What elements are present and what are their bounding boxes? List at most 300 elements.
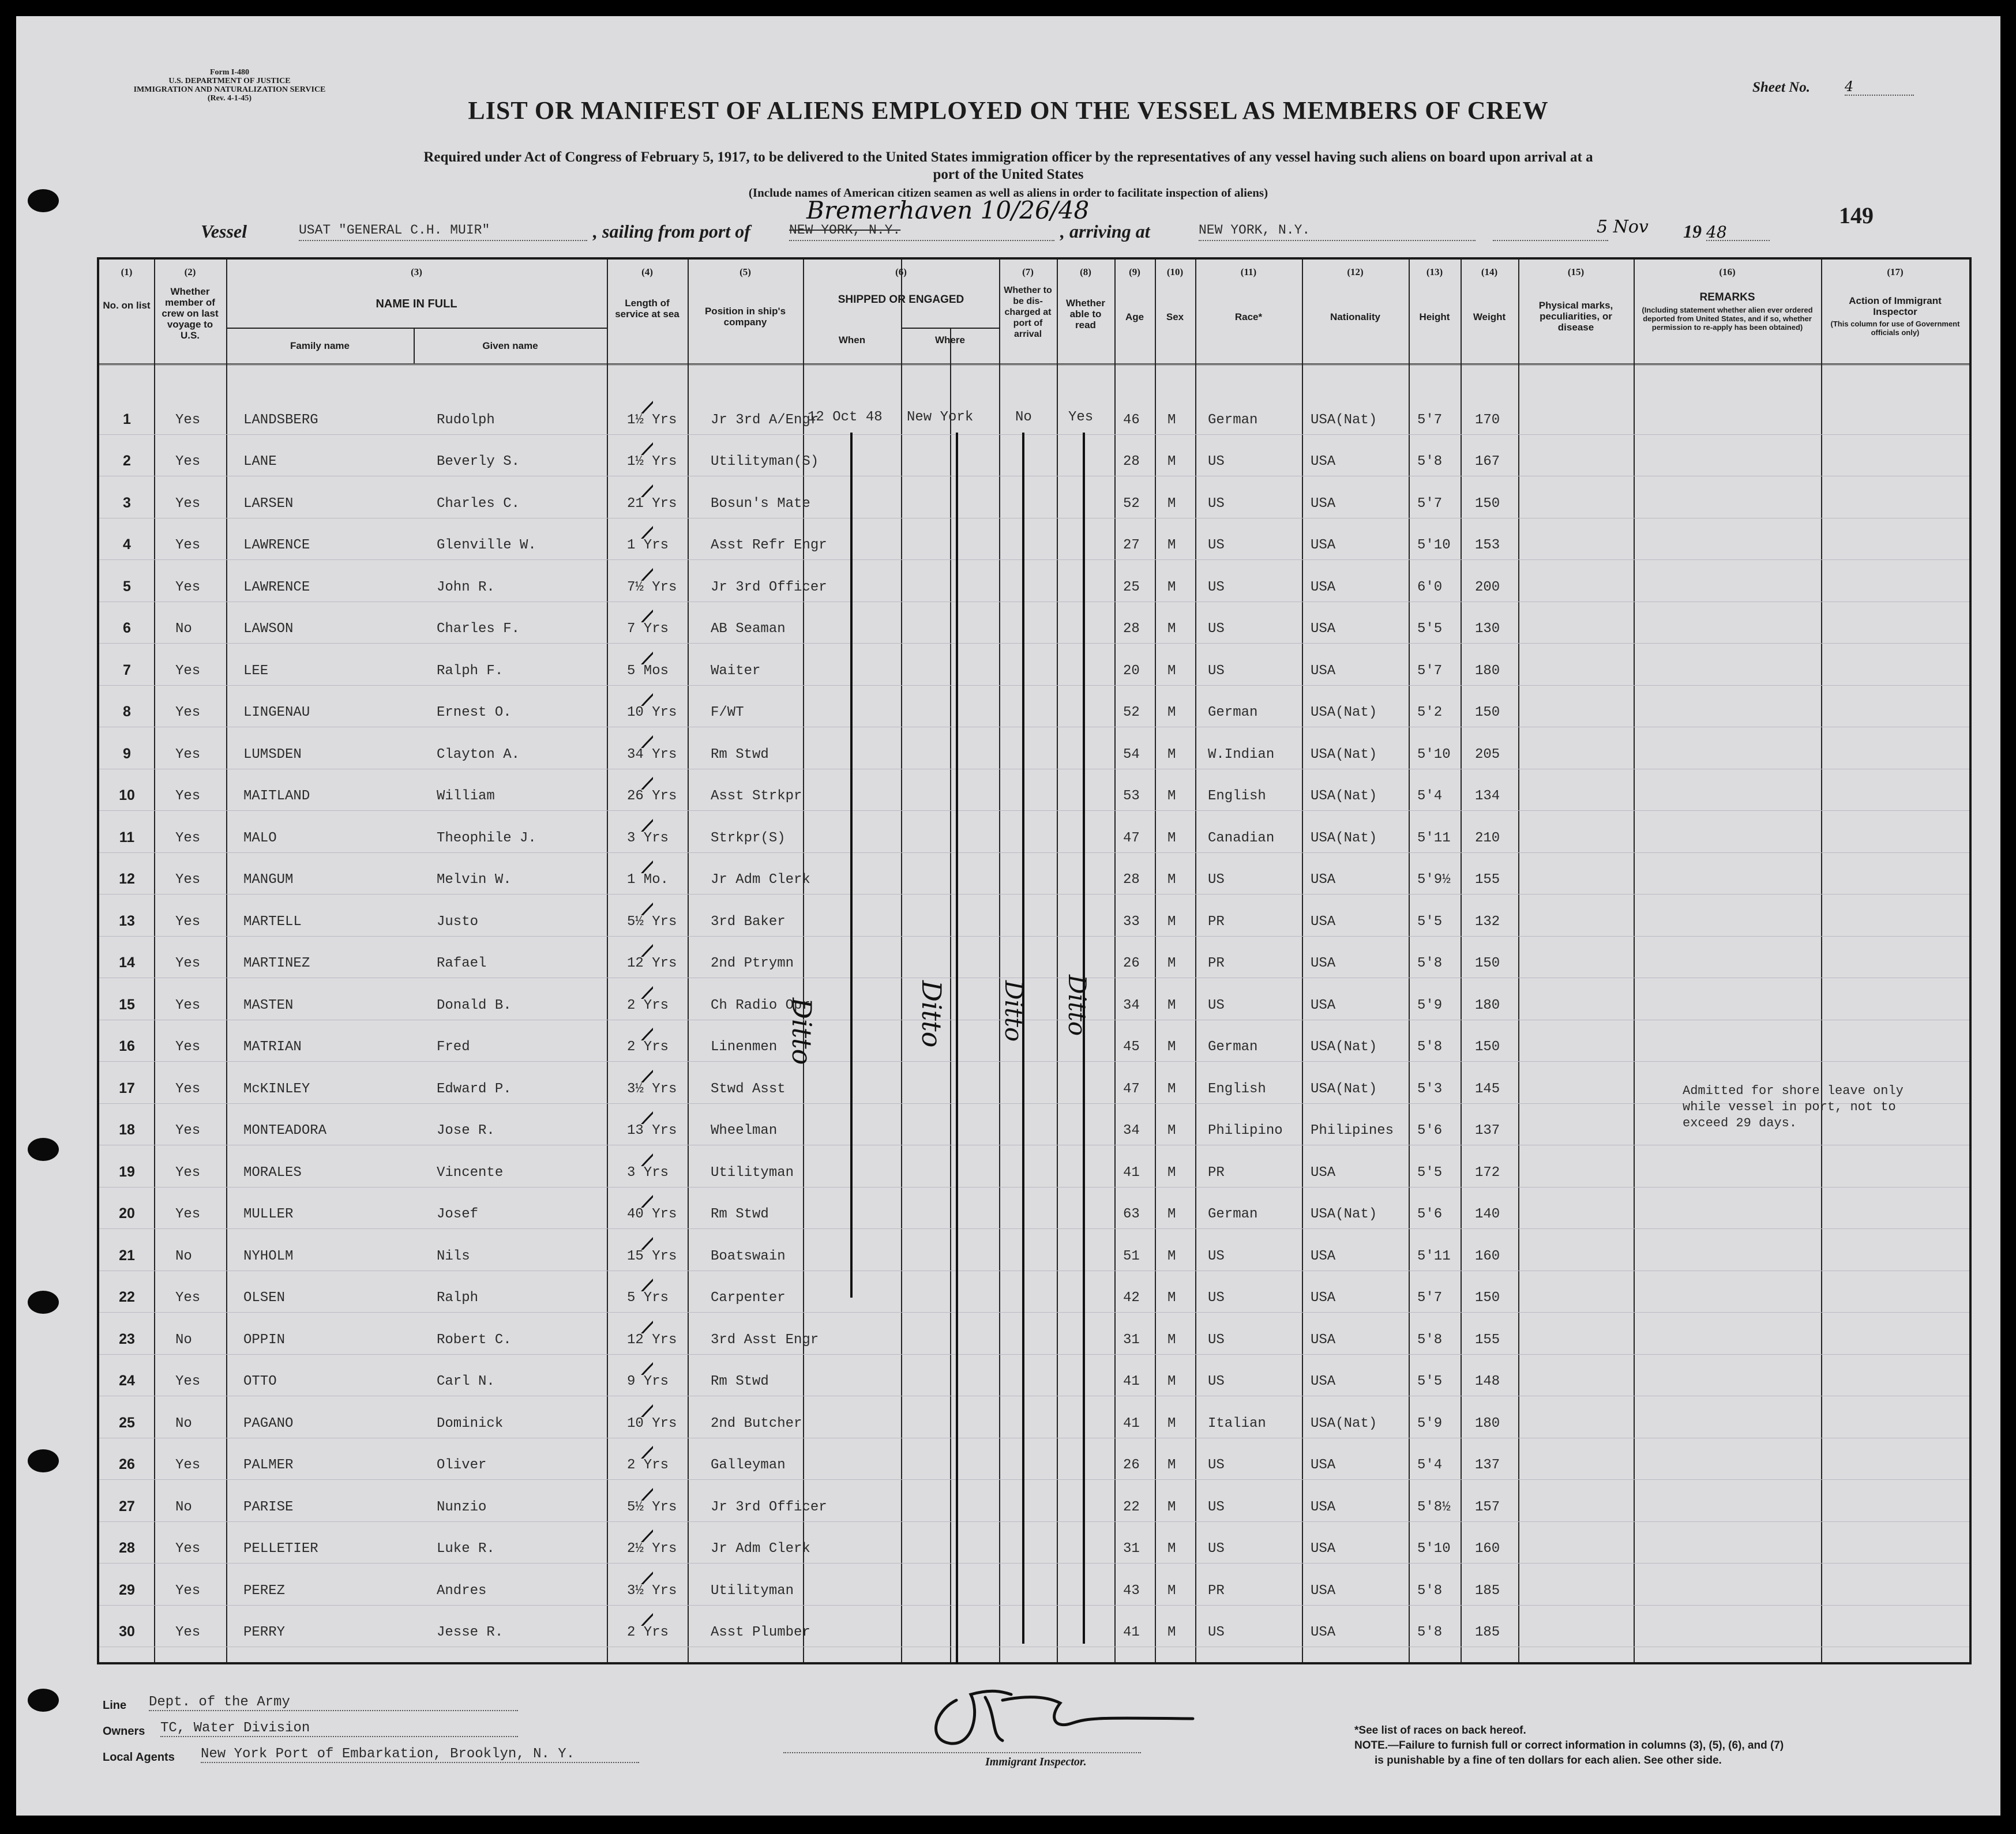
col11-number: (11) [1240, 266, 1257, 277]
cell-given: Carl N. [437, 1374, 495, 1389]
check-mark [618, 1232, 653, 1250]
cell-prev: Yes [175, 495, 201, 512]
remarks-line: exceed 29 days. [1683, 1116, 1797, 1130]
cell-given: Donald B. [437, 997, 512, 1013]
requirement-line-2: port of the United States [933, 167, 1084, 182]
ditto-mark: Ditto [1000, 980, 1028, 1042]
cell-age: 46 [1123, 412, 1140, 428]
cell-height: 5'6 [1417, 1207, 1443, 1222]
cell-age: 28 [1123, 454, 1140, 469]
sheet-label: Sheet No. [1752, 80, 1810, 95]
year-prefix: 19 [1683, 221, 1702, 242]
row-number: 10 [119, 787, 135, 803]
cell-age: 20 [1123, 663, 1140, 679]
cell-nationality: Philipines [1311, 1123, 1394, 1138]
check-mark [618, 1567, 653, 1584]
cell-age: 27 [1123, 538, 1140, 553]
column-divider [901, 260, 902, 1662]
cell-position: Rm Stwd [711, 1374, 769, 1389]
cell-service: 9 Yrs [627, 1374, 669, 1389]
cell-height: 5'9½ [1417, 872, 1451, 888]
cell-position: Galleyman [711, 1457, 786, 1473]
cell-given: Nils [437, 1248, 470, 1264]
row-number: 1 [123, 411, 131, 427]
remarks-line: Admitted for shore leave only [1683, 1084, 1904, 1098]
cell-family: PALMER [243, 1457, 294, 1473]
cell-age: 34 [1123, 1123, 1140, 1138]
cell-race: US [1208, 1457, 1225, 1473]
row-number: 5 [123, 578, 131, 595]
cell-race: Italian [1208, 1415, 1266, 1431]
row-number: 12 [119, 871, 135, 887]
row-number: 15 [119, 996, 135, 1013]
cell-sex: M [1167, 872, 1176, 888]
row-number: 26 [119, 1456, 135, 1472]
cell-nationality: USA(Nat) [1311, 1081, 1377, 1097]
cell-sex: M [1167, 1374, 1176, 1389]
cell-given: Jose R. [437, 1123, 495, 1138]
cell-prev: Yes [175, 956, 201, 971]
cell-weight: 150 [1475, 1039, 1500, 1055]
cell-service: 3 Yrs [627, 1164, 669, 1181]
cell-height: 5'6 [1417, 1123, 1443, 1138]
row-rule [99, 559, 1969, 560]
cell-family: PELLETIER [243, 1541, 318, 1557]
row-number: 6 [123, 620, 131, 636]
cell-prev: Yes [175, 746, 201, 762]
row-rule [99, 1479, 1969, 1480]
row-number: 29 [119, 1581, 135, 1598]
cell-position: Ch Radio Opr [711, 997, 810, 1013]
cell-position: Carpenter [711, 1290, 786, 1306]
column-divider [1155, 260, 1156, 1662]
col6-number: (6) [895, 266, 907, 277]
row-number: 30 [119, 1623, 135, 1640]
cell-sex: M [1167, 1207, 1176, 1222]
col16-number: (16) [1719, 266, 1736, 277]
cell-age: 34 [1123, 997, 1140, 1013]
ditto-mark: Ditto [786, 998, 817, 1065]
column-divider [688, 260, 689, 1662]
cell-position: 3rd Baker [711, 914, 786, 930]
cell-family: McKINLEY [243, 1081, 310, 1097]
where-header: Where [935, 335, 965, 345]
col11-header: Race* [1234, 311, 1263, 322]
cell-service: 26 Yrs [627, 788, 677, 804]
when-header: When [838, 335, 866, 345]
cell-sex: M [1167, 538, 1176, 553]
cell-nationality: USA(Nat) [1311, 788, 1377, 804]
revision: (Rev. 4-1-45) [207, 94, 252, 103]
col14-header: Weight [1473, 311, 1506, 322]
cell-service: 2 Yrs [627, 997, 669, 1013]
cell-family: MARTINEZ [243, 956, 310, 971]
cell-family: LINGENAU [243, 705, 310, 720]
cell-weight: 180 [1475, 1415, 1500, 1431]
inspector-signature [916, 1677, 1216, 1758]
cell-race: PR [1208, 1164, 1225, 1181]
cell-service: 34 Yrs [627, 746, 677, 762]
column-divider [1821, 260, 1822, 1662]
cell-service: 3 Yrs [627, 830, 669, 846]
binder-hole [28, 1449, 59, 1472]
cell-position: Utilityman [711, 1164, 794, 1181]
row-rule [99, 810, 1969, 811]
cell-position: Utilityman(S) [711, 454, 819, 469]
sailing-port: NEW YORK, N.Y. [789, 223, 1054, 241]
cell-race: US [1208, 538, 1225, 553]
cell-position: Strkpr(S) [711, 830, 786, 846]
cell-nationality: USA [1311, 1164, 1336, 1181]
cell-nationality: USA [1311, 914, 1336, 930]
cell-prev: Yes [175, 579, 201, 595]
cell-nationality: USA(Nat) [1311, 412, 1377, 428]
cell-family: LAWRENCE [243, 538, 310, 553]
cell-given: Ernest O. [437, 705, 512, 720]
ditto-mark: Ditto [1063, 975, 1091, 1036]
cell-nationality: USA [1311, 579, 1336, 595]
line-label: Line [103, 1699, 127, 1712]
sailing-label: , sailing from port of [593, 221, 750, 242]
cell-service: 13 Yrs [627, 1123, 677, 1138]
cell-prev: Yes [175, 1541, 201, 1557]
service: IMMIGRATION AND NATURALIZATION SERVICE [133, 85, 326, 94]
cell-weight: 130 [1475, 621, 1500, 637]
cell-prev: No [175, 1332, 192, 1348]
cell-height: 5'7 [1417, 1290, 1443, 1306]
cell-prev: Yes [175, 663, 201, 679]
cell-weight: 157 [1475, 1499, 1500, 1515]
check-mark [618, 898, 653, 915]
cell-prev: Yes [175, 1039, 201, 1055]
cell-prev: Yes [175, 538, 201, 553]
cell-nationality: USA [1311, 1248, 1336, 1264]
cell-race: English [1208, 788, 1266, 804]
cell-family: PEREZ [243, 1583, 286, 1599]
cell-family: MATRIAN [243, 1039, 302, 1055]
cell-prev: No [175, 1499, 192, 1515]
cell-family: MARTELL [243, 914, 302, 930]
col16-header: REMARKS [1699, 291, 1755, 303]
cell-given: Ralph [437, 1290, 479, 1306]
cell-height: 5'10 [1417, 746, 1451, 762]
arrival-date: 5 Nov [1597, 217, 1649, 237]
cell-height: 5'9 [1417, 1415, 1443, 1431]
cell-race: English [1208, 1081, 1266, 1097]
cell-weight: 160 [1475, 1248, 1500, 1264]
check-mark [618, 814, 653, 832]
cell-weight: 140 [1475, 1207, 1500, 1222]
check-mark [618, 982, 653, 999]
page-number: 149 [1839, 202, 1874, 228]
cell-prev: Yes [175, 788, 201, 804]
cell-sex: M [1167, 1332, 1176, 1348]
cell-family: LUMSDEN [243, 746, 302, 762]
col16-subheader: (Including statement whether alien ever ordered deported from United States, and if so, whether permission to re-apply has been obtained) [1642, 306, 1813, 332]
binder-hole [28, 1291, 59, 1314]
cell-weight: 210 [1475, 830, 1500, 846]
manifest-sheet [16, 16, 2000, 1816]
col12-number: (12) [1347, 266, 1364, 277]
cell-service: 2½ Yrs [627, 1541, 677, 1557]
binder-hole [28, 1689, 59, 1712]
cell-service: 15 Yrs [627, 1248, 677, 1264]
cell-given: Melvin W. [437, 872, 512, 888]
arriving-port: NEW YORK, N.Y. [1199, 223, 1476, 241]
cell-service: 1 Mo. [627, 872, 669, 888]
signature-line [783, 1752, 1141, 1753]
cell-prev: Yes [175, 1290, 201, 1306]
header-bottom-rule [99, 363, 1969, 365]
inspector-label: Immigrant Inspector. [985, 1756, 1087, 1768]
cell-sex: M [1167, 1039, 1176, 1055]
col14-number: (14) [1481, 266, 1498, 277]
cell-position: Jr Adm Clerk [711, 872, 810, 888]
check-mark [618, 772, 653, 790]
cell-service: 2 Yrs [627, 1457, 669, 1473]
row-number: 27 [119, 1498, 135, 1514]
cell-weight: 160 [1475, 1541, 1500, 1557]
cell-weight: 180 [1475, 997, 1500, 1013]
column-divider [1057, 260, 1058, 1662]
cell-race: US [1208, 997, 1225, 1013]
cell-family: MULLER [243, 1207, 294, 1222]
cell-height: 5'8 [1417, 1625, 1443, 1640]
cell-sex: M [1167, 579, 1176, 595]
cell-height: 5'5 [1417, 914, 1443, 930]
cell-age: 41 [1123, 1374, 1140, 1389]
cell-race: Philipino [1208, 1123, 1283, 1138]
column-divider [154, 260, 155, 1662]
col13-header: Height [1419, 311, 1450, 322]
cell-prev: Yes [175, 914, 201, 930]
row-rule [99, 1228, 1969, 1229]
cell-prev: No [175, 1248, 192, 1264]
row-rule [99, 1312, 1969, 1313]
cell-weight: 167 [1475, 454, 1500, 469]
cell-nationality: USA [1311, 1332, 1336, 1348]
col4-header: Length of service at sea [615, 298, 679, 320]
cell-sex: M [1167, 1457, 1176, 1473]
cell-position: AB Seaman [711, 621, 786, 637]
sheet-number: 4 [1845, 78, 1914, 96]
cell-position: 3rd Asst Engr [711, 1332, 819, 1348]
cell-weight: 185 [1475, 1583, 1500, 1599]
vessel-label: Vessel [201, 221, 247, 242]
cell-prev: Yes [175, 1625, 201, 1640]
col17-header: Action of Immigrant Inspector [1849, 295, 1942, 317]
department: U.S. DEPARTMENT OF JUSTICE [168, 77, 291, 85]
cell-position: Jr 3rd Officer [711, 1499, 827, 1515]
column-divider [999, 260, 1000, 1662]
cell-family: LEE [243, 663, 269, 679]
fine-note-line-2: is punishable by a fine of ten dollars for each alien. See other side. [1375, 1754, 1722, 1767]
check-mark [618, 1274, 653, 1291]
cell-age: 41 [1123, 1164, 1140, 1181]
cell-nationality: USA [1311, 1290, 1336, 1306]
cell-age: 63 [1123, 1207, 1140, 1222]
check-mark [618, 1190, 653, 1208]
cell-sex: M [1167, 1081, 1176, 1097]
cell-weight: 137 [1475, 1123, 1500, 1138]
year-suffix: 48 [1706, 223, 1770, 241]
cell-age: 26 [1123, 956, 1140, 971]
cell-weight: 155 [1475, 872, 1500, 888]
cell-nationality: USA [1311, 1583, 1336, 1599]
cell-sex: M [1167, 1499, 1176, 1515]
col3-header: NAME IN FULL [376, 298, 457, 310]
cell-height: 5'9 [1417, 997, 1443, 1013]
row-number: 20 [119, 1205, 135, 1222]
cell-given: Charles C. [437, 495, 520, 512]
cell-service: 1½ Yrs [627, 454, 677, 469]
cell-weight: 150 [1475, 705, 1500, 720]
cell-age: 25 [1123, 579, 1140, 595]
row-number: 16 [119, 1038, 135, 1054]
cell-service: 7½ Yrs [627, 579, 677, 595]
row-rule [99, 894, 1969, 895]
col15-header: Physical marks, peculiarities, or disease [1538, 300, 1613, 333]
fine-note-line-1: NOTE.—Failure to furnish full or correct information in columns (3), (5), (6), and (7) [1354, 1739, 1784, 1752]
cell-given: Fred [437, 1039, 470, 1055]
row-number: 3 [123, 494, 131, 511]
cell-service: 3½ Yrs [627, 1081, 677, 1097]
cell-position: Stwd Asst [711, 1081, 786, 1097]
cell-nationality: USA [1311, 538, 1336, 553]
col3-number: (3) [411, 266, 422, 277]
cell-weight: 200 [1475, 579, 1500, 595]
check-mark [618, 939, 653, 957]
cell-service: 1 Yrs [627, 538, 669, 553]
cell-position: Jr 3rd Officer [711, 579, 827, 595]
cell-race: PR [1208, 914, 1225, 930]
cell-given: Oliver [437, 1457, 487, 1473]
row-number: 9 [123, 745, 131, 762]
cell-sex: M [1167, 914, 1176, 930]
cell-given: Beverly S. [437, 454, 520, 469]
cell-nationality: USA(Nat) [1311, 746, 1377, 762]
cell-race: PR [1208, 1583, 1225, 1599]
cell-sex: M [1167, 1290, 1176, 1306]
col10-header: Sex [1166, 311, 1184, 322]
cell-sex: M [1167, 997, 1176, 1013]
row-rule [99, 852, 1969, 853]
column-divider [1114, 260, 1116, 1662]
cell-weight: 150 [1475, 495, 1500, 512]
row-rule [99, 1354, 1969, 1355]
row-number: 8 [123, 704, 131, 720]
ditto-line [850, 433, 853, 1298]
col8-number: (8) [1080, 266, 1091, 277]
cell-nationality: USA [1311, 621, 1336, 637]
cell-given: Josef [437, 1207, 479, 1222]
cell-service: 12 Yrs [627, 1332, 677, 1348]
cell-weight: 132 [1475, 914, 1500, 930]
check-mark [618, 1608, 653, 1626]
cell-position: Jr 3rd A/Engr [711, 412, 819, 428]
col5-header: Position in ship's company [704, 306, 786, 328]
cell-family: PAGANO [243, 1415, 294, 1431]
cell-height: 5'8 [1417, 1583, 1443, 1599]
cell-race: US [1208, 1625, 1225, 1640]
row-rule [99, 1061, 1969, 1062]
arriving-label: , arriving at [1060, 221, 1150, 242]
cell-position: Bosun's Mate [711, 495, 810, 512]
able-to-read-value: Yes [1068, 409, 1094, 425]
check-mark [618, 1358, 653, 1375]
cell-race: US [1208, 663, 1225, 679]
col15-number: (15) [1567, 266, 1585, 277]
sailing-port-correction: Bremerhaven 10/26/48 [806, 196, 1090, 224]
requirement-text [143, 149, 1874, 183]
check-mark [618, 1400, 653, 1417]
row-number: 24 [119, 1373, 135, 1389]
cell-nationality: USA [1311, 1541, 1336, 1557]
cell-weight: 172 [1475, 1164, 1500, 1181]
cell-position: Jr Adm Clerk [711, 1541, 810, 1557]
cell-service: 10 Yrs [627, 1415, 677, 1431]
cell-height: 5'4 [1417, 788, 1443, 804]
cell-position: 2nd Butcher [711, 1415, 802, 1431]
ditto-mark: Ditto [916, 980, 947, 1048]
cell-race: US [1208, 872, 1225, 888]
col7-number: (7) [1022, 266, 1034, 277]
cell-given: Ralph F. [437, 663, 504, 679]
given-name-header: Given name [482, 340, 538, 351]
cell-weight: 150 [1475, 1290, 1500, 1306]
agents-label: Local Agents [103, 1751, 175, 1764]
cell-family: PARISE [243, 1499, 294, 1515]
cell-age: 41 [1123, 1415, 1140, 1431]
cell-family: MAITLAND [243, 788, 310, 804]
cell-given: Nunzio [437, 1499, 487, 1515]
cell-family: PERRY [243, 1625, 286, 1640]
cell-prev: Yes [175, 1583, 201, 1599]
cell-sex: M [1167, 621, 1176, 637]
cell-prev: Yes [175, 830, 201, 846]
cell-weight: 153 [1475, 538, 1500, 553]
shipped-where: New York [907, 409, 974, 425]
cell-sex: M [1167, 1541, 1176, 1557]
cell-age: 41 [1123, 1625, 1140, 1640]
cell-position: Asst Refr Engr [711, 538, 827, 553]
row-number: 2 [123, 453, 131, 469]
cell-sex: M [1167, 1164, 1176, 1181]
row-rule [99, 1521, 1969, 1522]
cell-prev: No [175, 1415, 192, 1431]
col9-header: Age [1125, 311, 1144, 322]
requirement-line-1: Required under Act of Congress of February 5, 1917, to be delivered to the United States immigration officer by the representatives of any vessel having such aliens on board upon arrival at a [423, 149, 1593, 165]
cell-prev: No [175, 621, 192, 637]
cell-age: 31 [1123, 1541, 1140, 1557]
cell-height: 5'8 [1417, 1039, 1443, 1055]
cell-family: LANE [243, 454, 277, 469]
page-title: LIST OR MANIFEST OF ALIENS EMPLOYED ON THE VESSEL AS MEMBERS OF CREW [468, 96, 1549, 125]
col7-header: Whether to be dis-charged at port of arrival [1004, 285, 1052, 339]
cell-nationality: USA(Nat) [1311, 1039, 1377, 1055]
cell-age: 28 [1123, 621, 1140, 637]
column-divider [1195, 260, 1196, 1662]
cell-position: 2nd Ptrymn [711, 956, 794, 971]
column-divider [1409, 260, 1410, 1662]
cell-height: 5'8½ [1417, 1499, 1451, 1515]
cell-service: 5½ Yrs [627, 1499, 677, 1515]
cell-nationality: USA [1311, 454, 1336, 469]
cell-service: 5½ Yrs [627, 914, 677, 930]
cell-age: 26 [1123, 1457, 1140, 1473]
cell-sex: M [1167, 1583, 1176, 1599]
cell-age: 28 [1123, 872, 1140, 888]
